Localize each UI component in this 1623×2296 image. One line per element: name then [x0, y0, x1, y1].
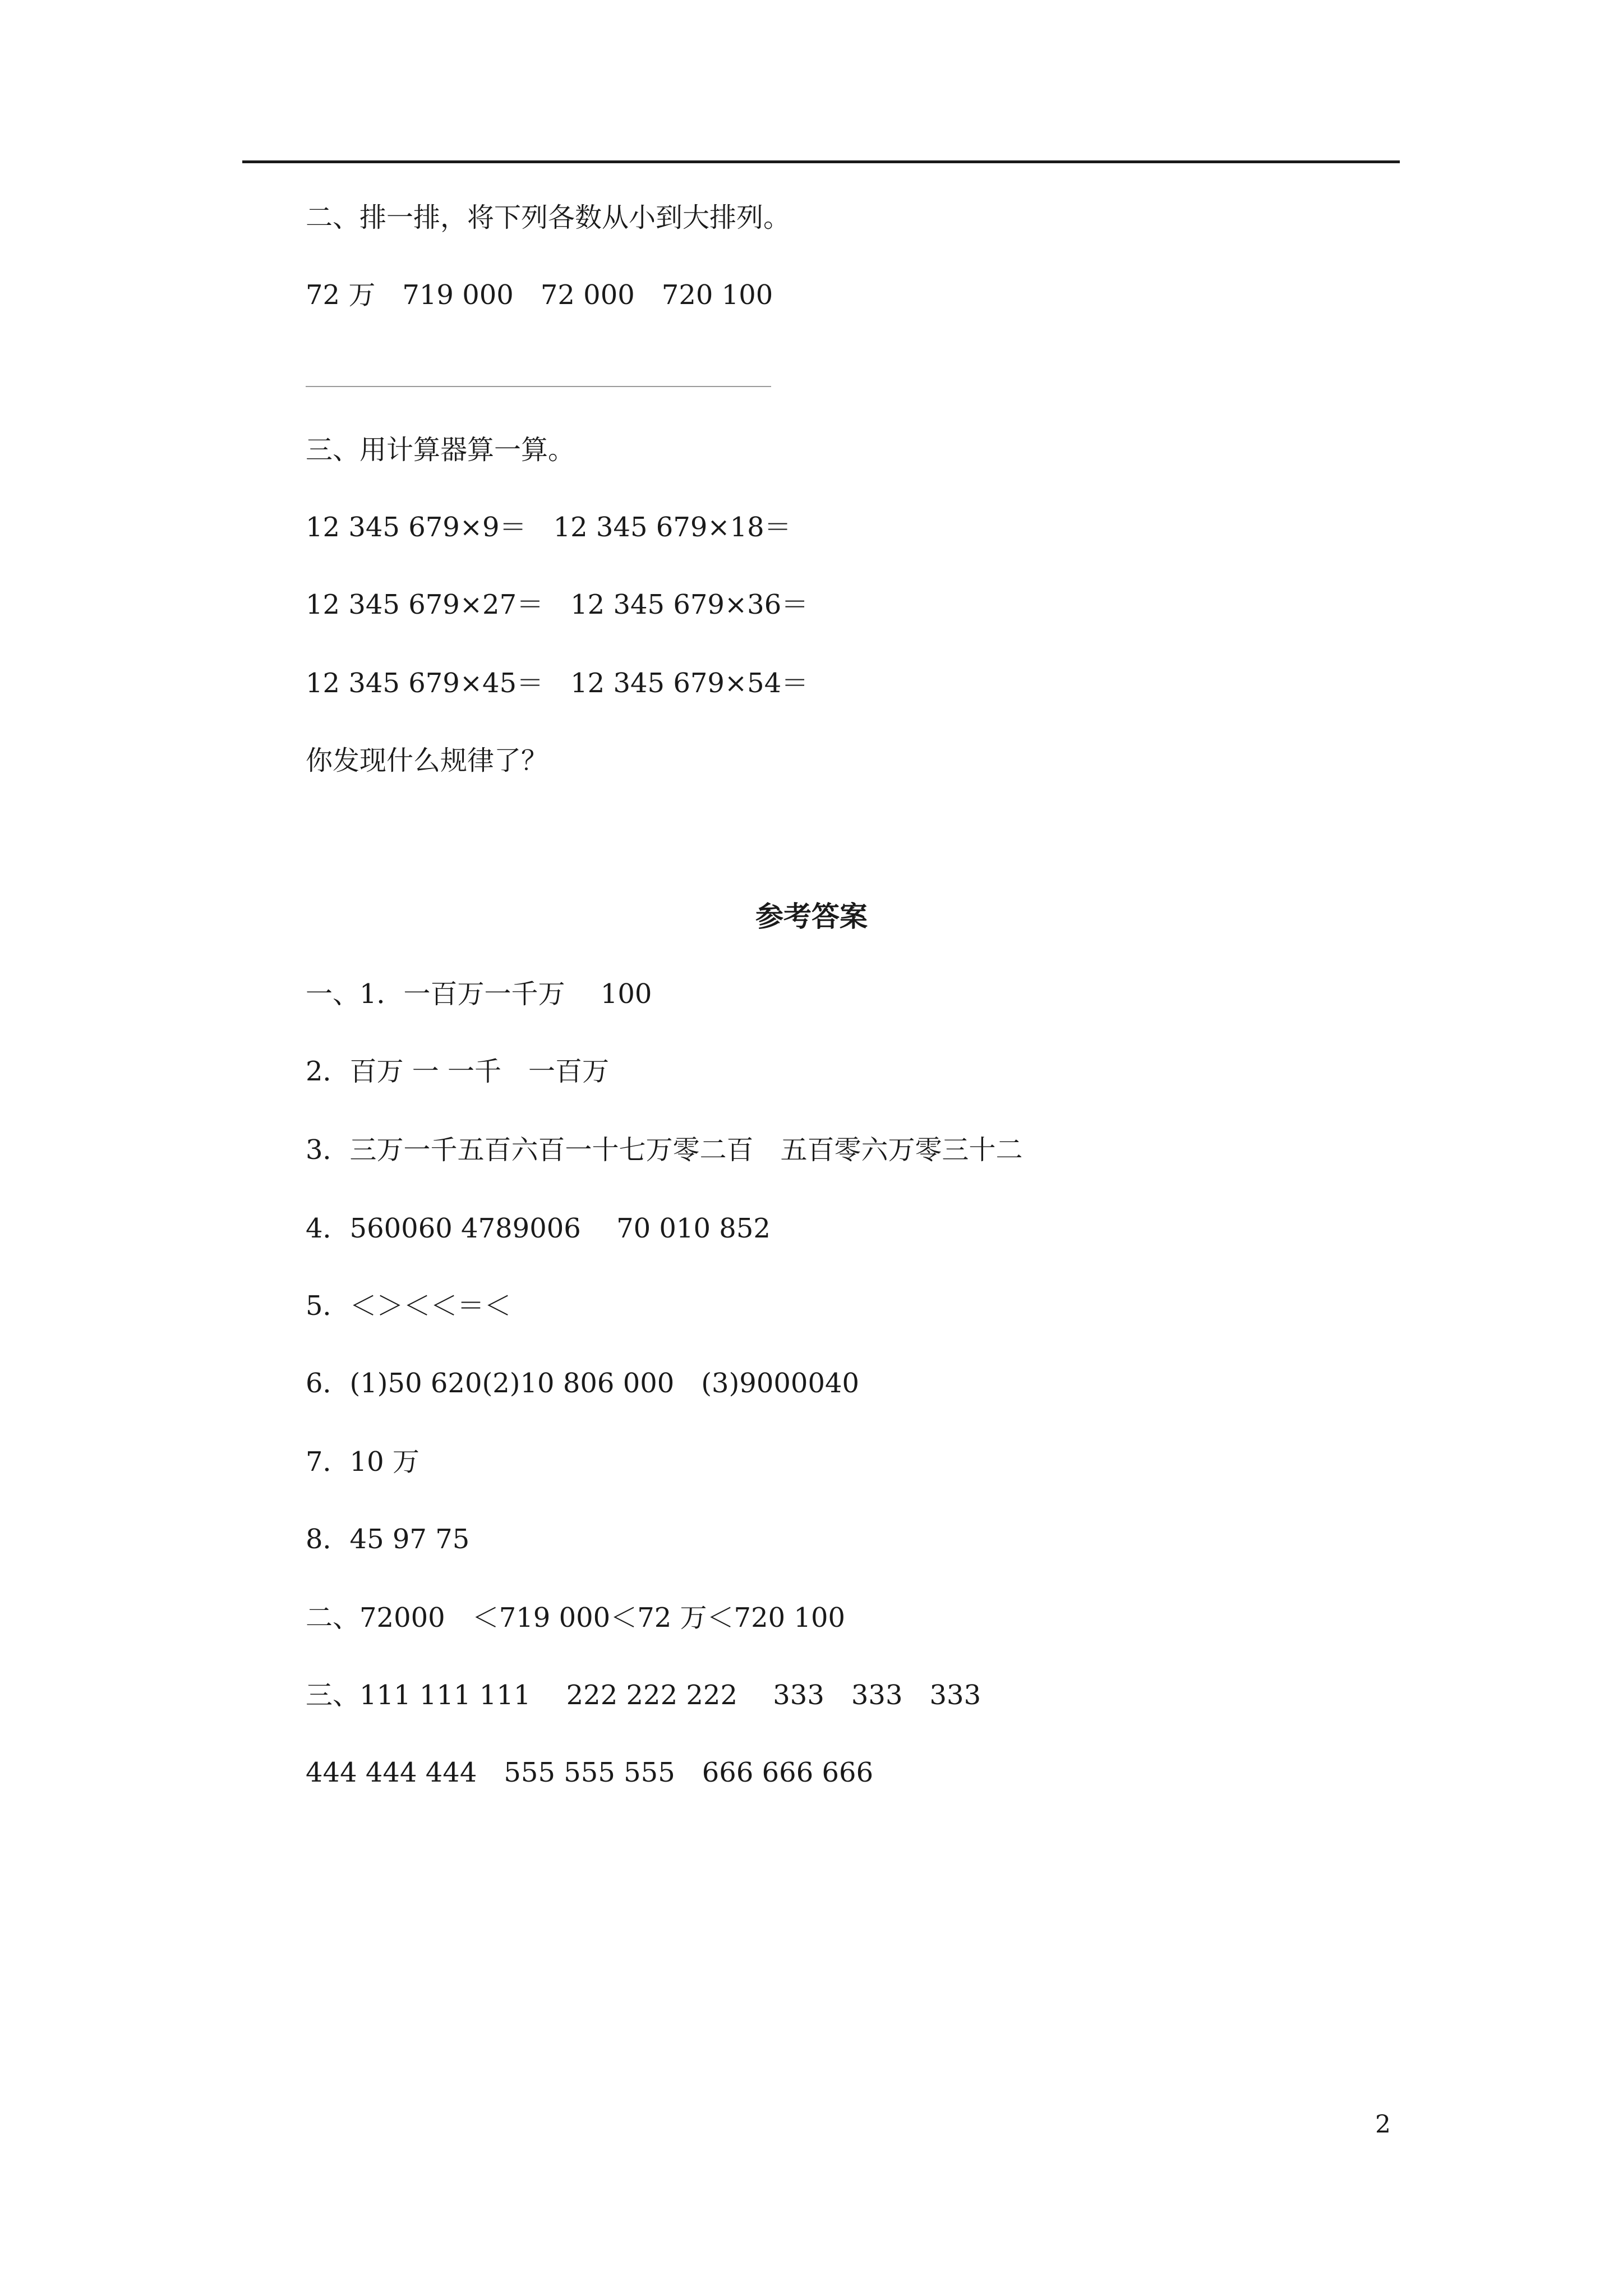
answers-title: 参考答案 [755, 900, 868, 933]
answer-line-2: 2．百万 一 一千 一百万 [306, 1056, 610, 1087]
answer-line-10: 三、111 111 111 222 222 222 333 333 333 [306, 1680, 981, 1711]
page-number: 2 [1375, 2110, 1391, 2139]
answer-line-8: 8．45 97 75 [306, 1524, 470, 1555]
pattern-question: 你发现什么规律了？ [306, 745, 548, 776]
header-rule [242, 160, 1400, 163]
answer-blank-line [306, 386, 771, 387]
answer-line-3: 3．三万一千五百六百一十七万零二百 五百零六万零三十二 [306, 1134, 1023, 1166]
answer-line-5: 5．＜＞＜＜＝＜ [306, 1290, 511, 1322]
calc-row-3: 12 345 679×45＝ 12 345 679×54＝ [306, 668, 809, 699]
section-2-heading: 二、排一排，将下列各数从小到大排列。 [306, 202, 791, 233]
answer-line-11: 444 444 444 555 555 555 666 666 666 [306, 1757, 874, 1788]
answer-line-7: 7．10 万 [306, 1446, 419, 1478]
calc-row-1: 12 345 679×9＝ 12 345 679×18＝ [306, 512, 791, 543]
answer-line-1: 一、1．一百万一千万 100 [306, 978, 652, 1010]
answer-line-6: 6．(1)50 620(2)10 806 000 (3)9000040 [306, 1368, 860, 1399]
section-2-numbers: 72 万 719 000 72 000 720 100 [306, 279, 773, 311]
calc-row-2: 12 345 679×27＝ 12 345 679×36＝ [306, 589, 809, 620]
answer-line-4: 4．560060 4789006 70 010 852 [306, 1213, 771, 1244]
answer-line-9: 二、72000 ＜719 000＜72 万＜720 100 [306, 1602, 846, 1634]
section-3-heading: 三、用计算器算一算。 [306, 434, 575, 466]
